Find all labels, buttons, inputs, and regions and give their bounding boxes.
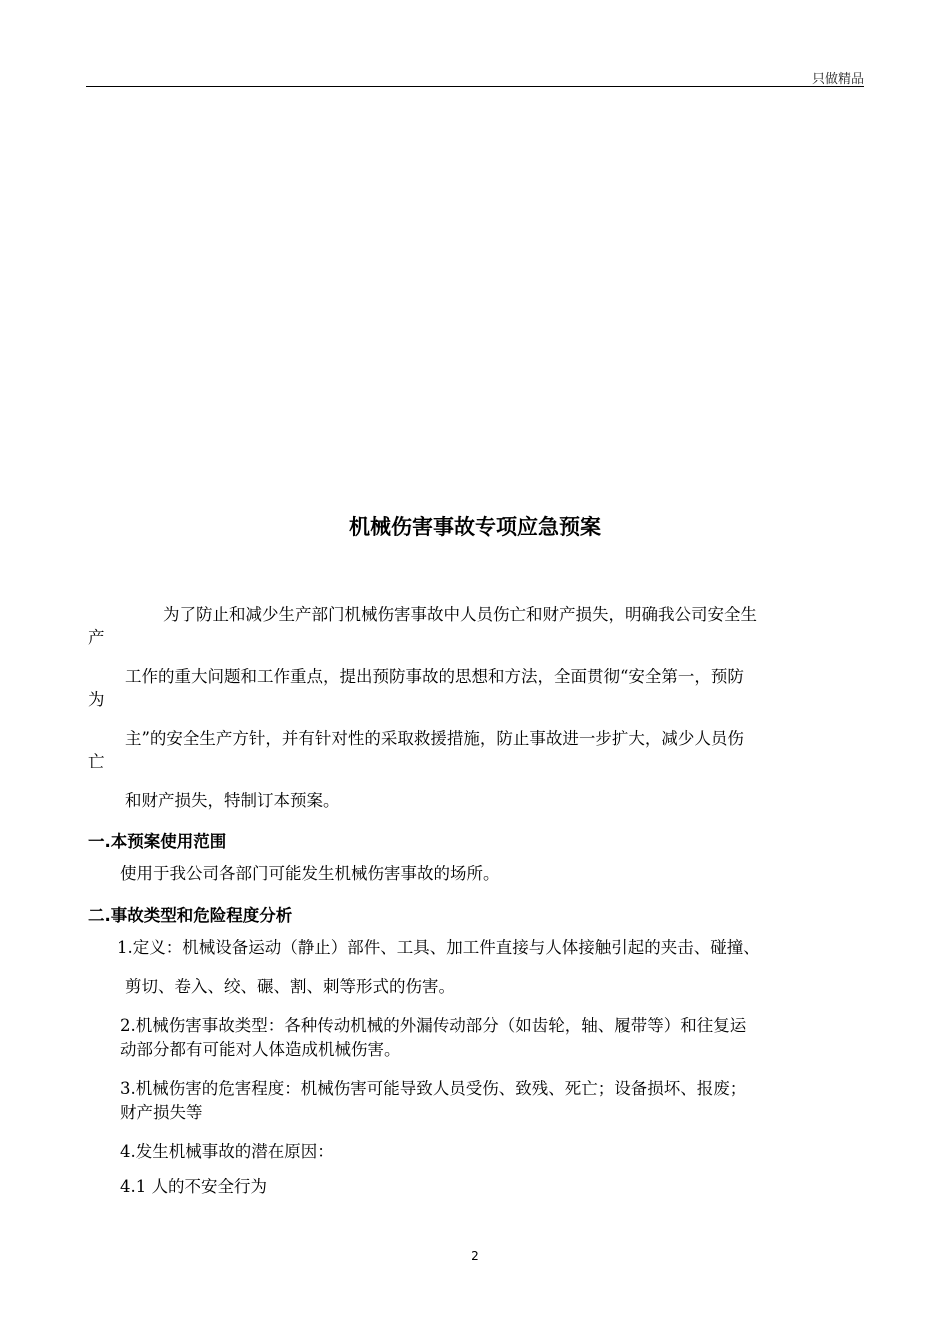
header-rule: [86, 86, 864, 87]
intro-line: 产: [88, 628, 105, 647]
section-line: 2.机械伤害事故类型：各种传动机械的外漏传动部分（如齿轮，轴、履带等）和往复运: [120, 1016, 747, 1035]
section-line: 动部分都有可能对人体造成机械伤害。: [120, 1040, 401, 1059]
section-line: 1.定义：机械设备运动（静止）部件、工具、加工件直接与人体接触引起的夹击、碰撞、: [117, 938, 760, 957]
intro-line: 亡: [88, 752, 105, 771]
page-header: 只做精品: [811, 72, 864, 87]
section-line: 财产损失等: [120, 1103, 203, 1122]
intro-line: 和财产损失，特制订本预案。: [125, 791, 340, 810]
section-line: 4.发生机械事故的潜在原因：: [120, 1142, 334, 1161]
intro-line: 主”的安全生产方针，并有针对性的采取救援措施，防止事故进一步扩大，减少人员伤: [125, 729, 744, 748]
intro-line: 为了防止和减少生产部门机械伤害事故中人员伤亡和财产损失，明确我公司安全生: [163, 605, 757, 624]
document-title: 机械伤害事故专项应急预案: [349, 515, 601, 539]
section-body: 使用于我公司各部门可能发生机械伤害事故的场所。: [120, 864, 500, 883]
page-number: 2: [471, 1249, 479, 1263]
section-line: 剪切、卷入、绞、碾、割、刺等形式的伤害。: [125, 977, 455, 996]
intro-line: 为: [88, 690, 105, 709]
section-line: 4.1 人的不安全行为: [120, 1177, 267, 1196]
intro-line: 工作的重大问题和工作重点，提出预防事故的思想和方法，全面贯彻“安全第一，预防: [125, 667, 744, 686]
section-line: 3.机械伤害的危害程度：机械伤害可能导致人员受伤、致残、死亡；设备损坏、报废；: [120, 1079, 747, 1098]
section-heading: 二.事故类型和危险程度分析: [88, 906, 293, 925]
section-heading: 一.本预案使用范围: [88, 832, 227, 851]
